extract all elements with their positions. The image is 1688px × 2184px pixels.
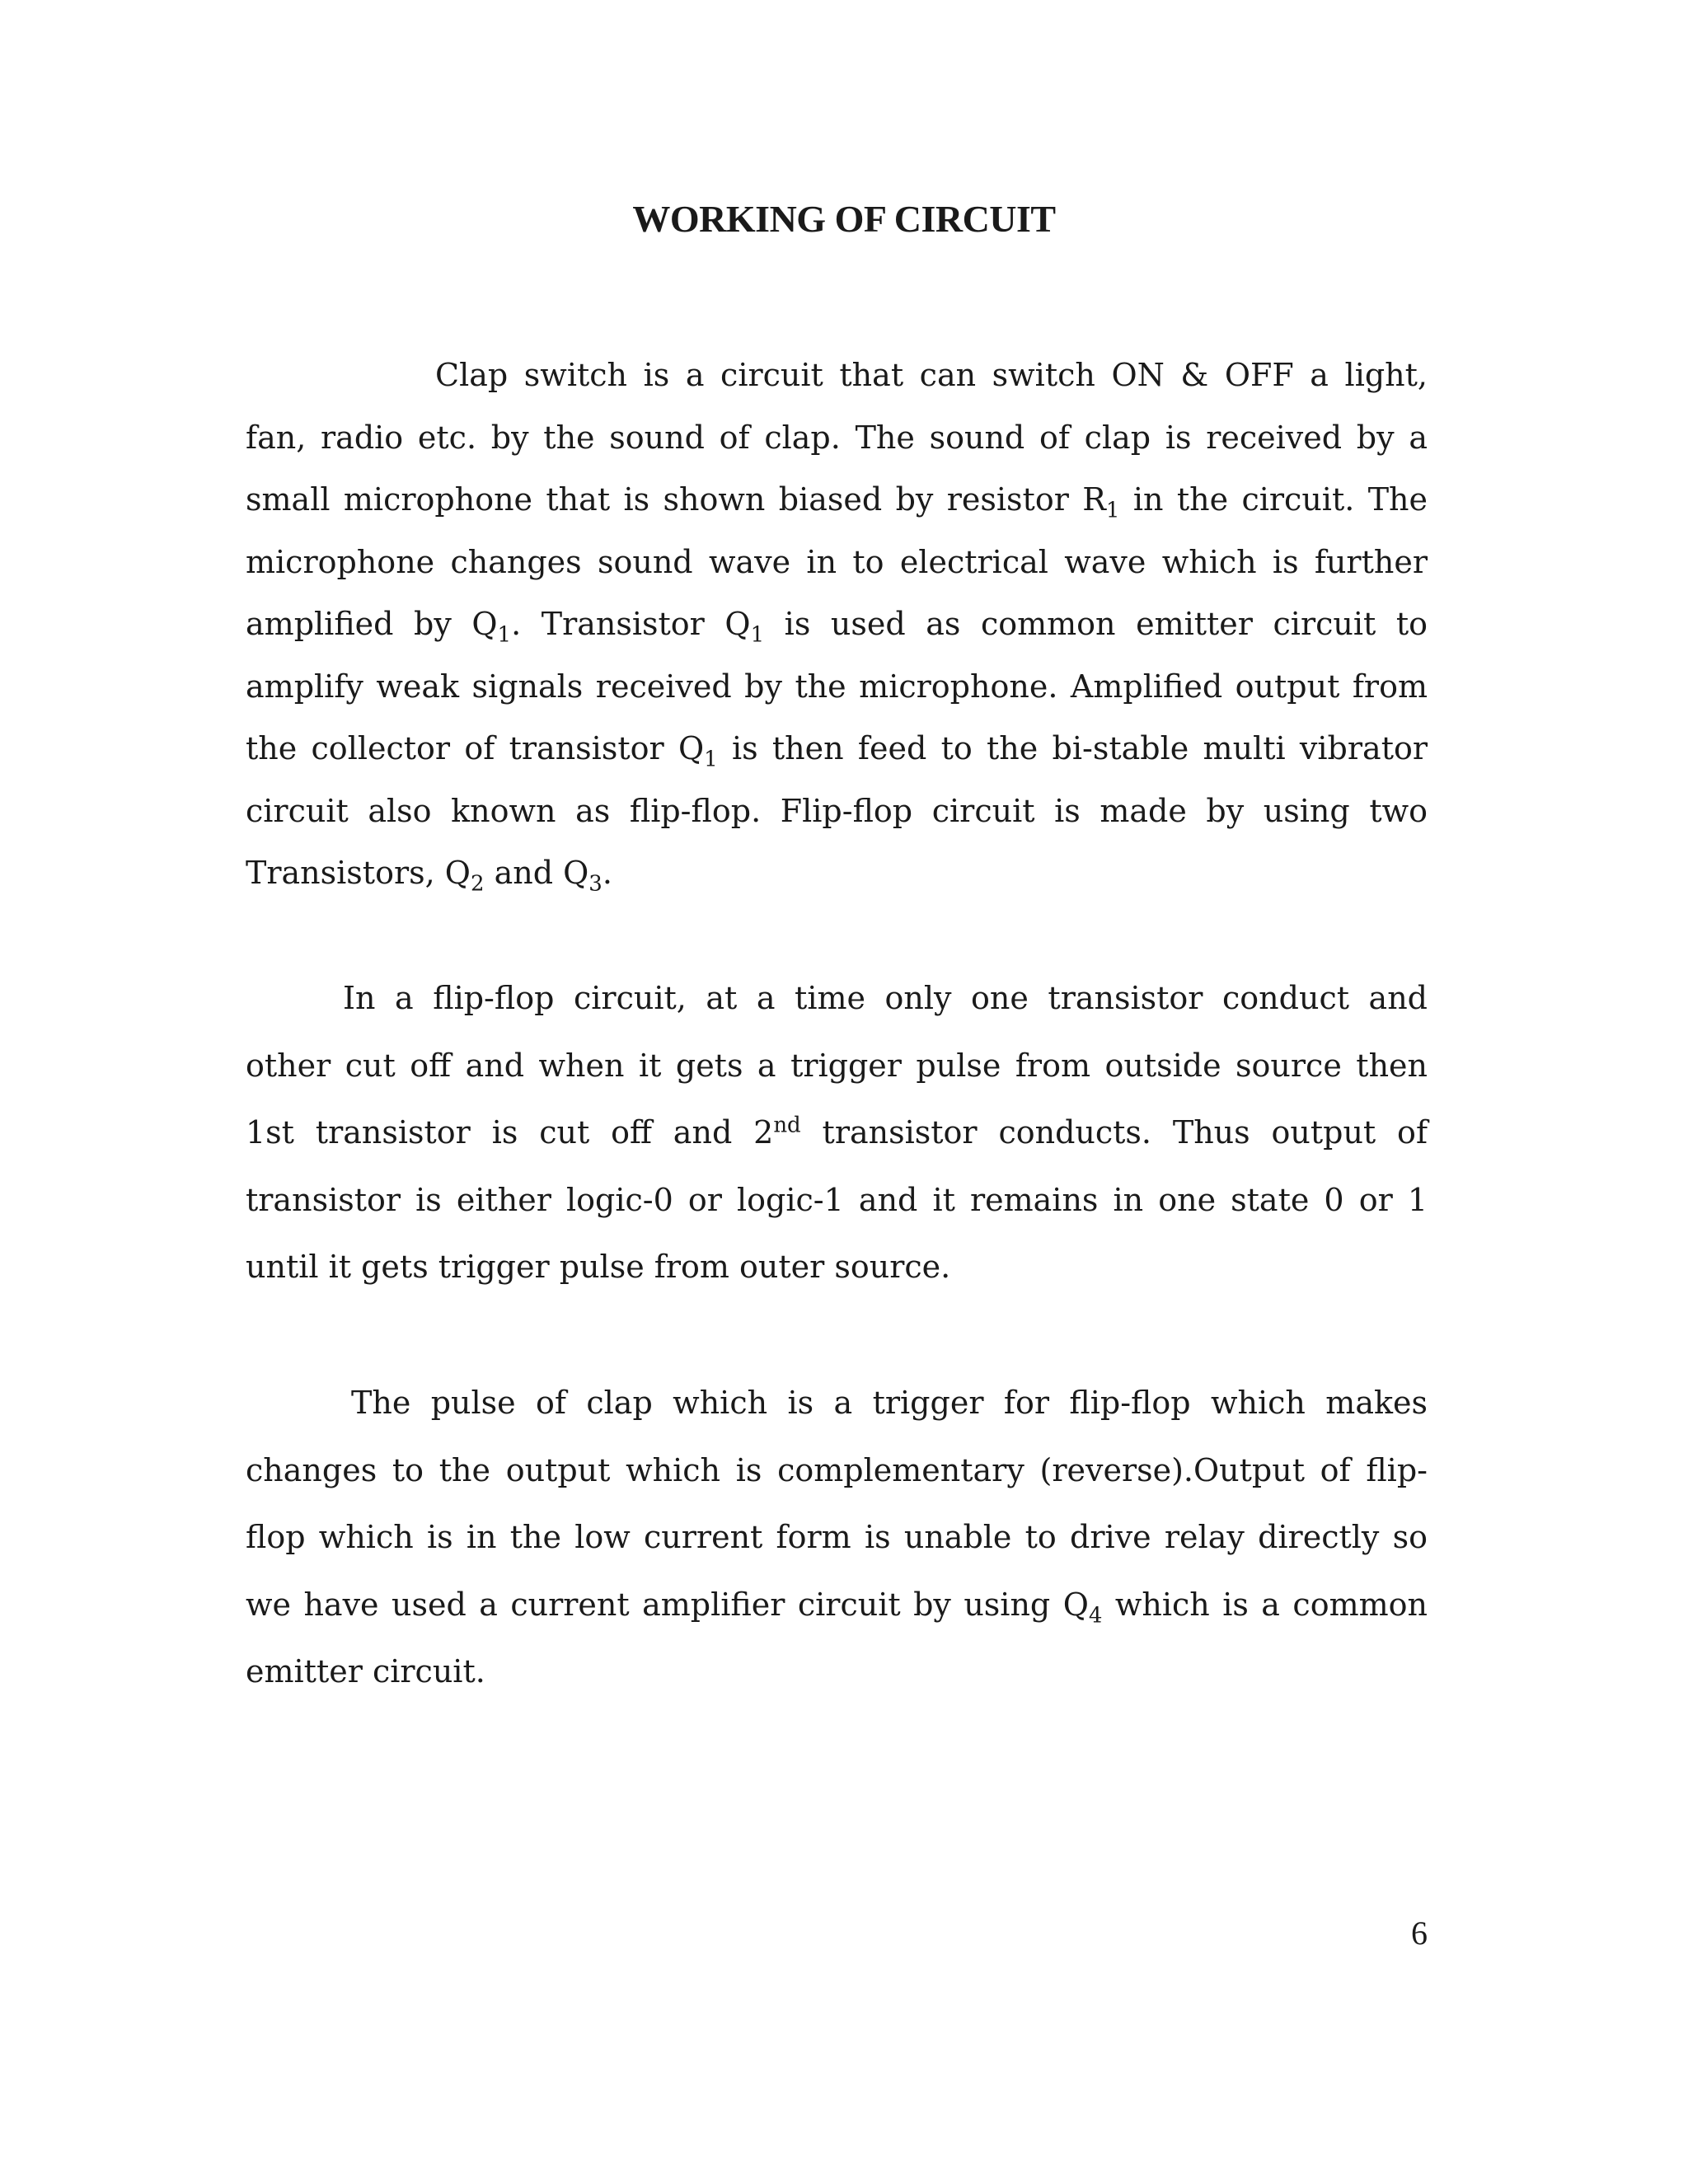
text-line: The pulse of clap which is a trigger for flip-flop which makes (351, 1385, 1428, 1421)
text-line: transistor is either logic-0 or logic-1 and it remains in one state 0 or 1 (246, 1181, 1428, 1218)
text-line: flop which is in the low current form is unable to drive relay directly so (246, 1519, 1428, 1555)
text-line: fan, radio etc. by the sound of clap. The sound of clap is received by a (246, 419, 1428, 456)
text-line: Clap switch is a circuit that can switch ON & OFF a light, (435, 357, 1428, 393)
page-number: 6 (1411, 1915, 1428, 1952)
text-line: amplified by $Q_1$. Transistor $Q_1$ is used as common emitter circuit to (246, 606, 1428, 648)
text-line: we have used a current amplifier circuit by using $Q_4$ which is a common (246, 1586, 1428, 1629)
text-line: until it gets trigger pulse from outer source. (246, 1249, 951, 1285)
paragraph-clap-pulse (246, 1370, 1428, 1706)
text-line: emitter circuit. (246, 1653, 485, 1690)
text-line: small microphone that is shown biased by resistor $R_1$ in the circuit. The (246, 481, 1428, 523)
text-line: In a flip-flop circuit, at a time only one transistor conduct and (343, 980, 1428, 1016)
text-line: microphone changes sound wave in to electrical wave which is further (246, 543, 1428, 580)
paragraph-clap-switch (246, 344, 1428, 905)
text-line: other cut off and when it gets a trigger pulse from outside source then (246, 1047, 1428, 1084)
text-line: changes to the output which is complementary (reverse).Output of flip- (246, 1451, 1428, 1488)
text-line: Transistors, $Q_2$ and $Q_3$. (246, 855, 612, 897)
text-line: the collector of transistor $Q_1$ is then feed to the bi-stable multi vibrator (246, 730, 1428, 772)
text-line: amplify weak signals received by the microphone. Amplified output from (246, 668, 1428, 705)
paragraph-flip-flop (246, 965, 1428, 1301)
page-title: WORKING OF CIRCUIT (632, 198, 1056, 240)
text-line: circuit also known as flip-flop. Flip-flop circuit is made by using two (246, 792, 1428, 829)
text-line: 1st transistor is cut off and 2nd transistor conducts. Thus output of (246, 1113, 1428, 1151)
